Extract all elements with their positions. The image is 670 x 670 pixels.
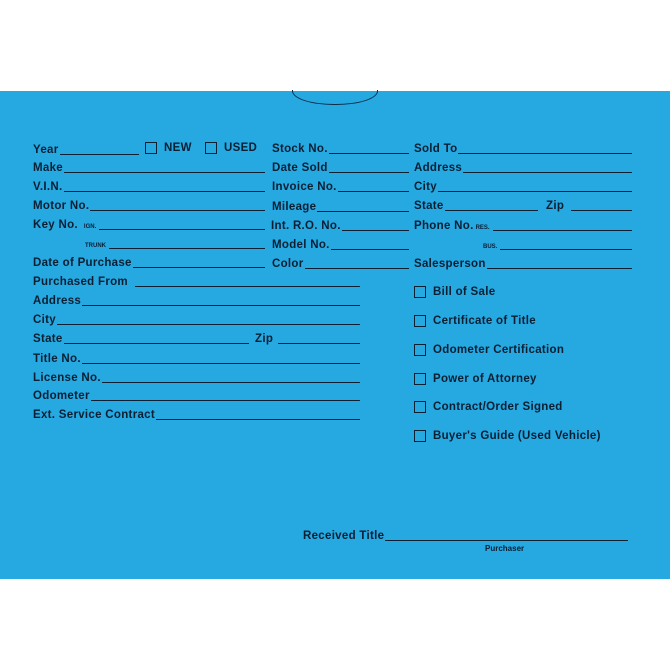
- ext-service-contract-label: Ext. Service Contract: [33, 409, 155, 421]
- buyer-address-label: Address: [414, 162, 463, 174]
- seller-zip-field[interactable]: [255, 332, 360, 345]
- buyer-city-label: City: [414, 181, 437, 193]
- stock-no-label: Stock No.: [272, 143, 328, 155]
- motor-no-line: [90, 210, 265, 211]
- phone-no-label: Phone No.: [414, 220, 474, 232]
- buyer-address-line: [463, 172, 632, 173]
- checklist-item-bill-of-sale[interactable]: [414, 286, 495, 298]
- year-label: Year: [33, 144, 59, 156]
- buyer-state-line: [445, 210, 538, 211]
- vin-field[interactable]: [33, 180, 265, 193]
- odometer-certification-checkbox[interactable]: [414, 344, 426, 356]
- invoice-no-line: [338, 191, 409, 192]
- received-title-label: Received Title: [303, 530, 385, 542]
- buyer-city-line: [438, 191, 632, 192]
- buyer-address-field[interactable]: [414, 161, 632, 174]
- salesperson-line: [487, 268, 632, 269]
- sold-to-line: [458, 153, 632, 154]
- purchased-from-field[interactable]: [33, 275, 360, 288]
- phone-res-field[interactable]: [414, 219, 632, 232]
- odometer-line: [91, 400, 360, 401]
- date-sold-line: [329, 172, 409, 173]
- salesperson-label: Salesperson: [414, 258, 486, 270]
- ext-service-contract-line: [156, 419, 360, 420]
- seller-state-label: State: [33, 333, 63, 345]
- checklist-item-odometer-certification[interactable]: [414, 344, 564, 356]
- deal-jacket-form: [0, 91, 670, 579]
- certificate-of-title-checkbox[interactable]: [414, 315, 426, 327]
- seller-state-field[interactable]: [33, 332, 249, 345]
- checklist-item-buyers-guide[interactable]: [414, 430, 601, 442]
- license-no-label: License No.: [33, 372, 101, 384]
- buyers-guide-label: Buyer's Guide (Used Vehicle): [433, 430, 601, 442]
- invoice-no-field[interactable]: [272, 180, 409, 193]
- bus-label: BUS.: [483, 244, 498, 250]
- mileage-field[interactable]: [272, 200, 409, 213]
- buyer-state-field[interactable]: [414, 199, 538, 212]
- mileage-line: [317, 211, 409, 212]
- trunk-label: TRUNK: [85, 243, 106, 249]
- ext-service-contract-field[interactable]: [33, 408, 360, 421]
- buyer-zip-label: Zip: [546, 200, 565, 212]
- buyer-zip-line: [571, 210, 632, 211]
- purchaser-caption: Purchaser: [485, 544, 525, 553]
- motor-no-field[interactable]: [33, 199, 265, 212]
- license-no-field[interactable]: [33, 371, 360, 384]
- model-no-field[interactable]: [272, 238, 409, 251]
- res-label: RES.: [475, 225, 490, 231]
- purchased-from-label: Purchased From: [33, 276, 128, 288]
- vin-line: [64, 191, 266, 192]
- key-no-ign-field[interactable]: [33, 218, 265, 231]
- key-no-trunk-field[interactable]: [85, 237, 265, 250]
- buyer-city-field[interactable]: [414, 180, 632, 193]
- checklist-item-contract-order-signed[interactable]: [414, 401, 563, 413]
- checklist-item-certificate-of-title[interactable]: [414, 315, 536, 327]
- odometer-label: Odometer: [33, 390, 90, 402]
- make-line: [64, 172, 265, 173]
- contract-order-signed-label: Contract/Order Signed: [433, 401, 563, 413]
- make-field[interactable]: [33, 161, 265, 174]
- salesperson-field[interactable]: [414, 257, 632, 270]
- model-no-label: Model No.: [272, 239, 330, 251]
- seller-state-line: [64, 343, 249, 344]
- res-line: [493, 230, 632, 231]
- mileage-label: Mileage: [272, 201, 317, 213]
- seller-address-field[interactable]: [33, 294, 360, 307]
- color-line: [305, 268, 409, 269]
- invoice-no-label: Invoice No.: [272, 181, 337, 193]
- buyer-state-label: State: [414, 200, 444, 212]
- seller-zip-label: Zip: [255, 333, 274, 345]
- received-title-line: [385, 540, 628, 541]
- odometer-field[interactable]: [33, 389, 360, 402]
- purchased-from-line: [135, 286, 360, 287]
- int-ro-no-line: [342, 230, 409, 231]
- certificate-of-title-label: Certificate of Title: [433, 315, 536, 327]
- model-no-line: [331, 249, 409, 250]
- used-label: USED: [224, 142, 258, 154]
- int-ro-no-field[interactable]: [271, 219, 409, 232]
- bus-line: [500, 249, 632, 250]
- license-no-line: [102, 382, 360, 383]
- date-of-purchase-label: Date of Purchase: [33, 257, 132, 269]
- sold-to-field[interactable]: [414, 142, 632, 155]
- date-of-purchase-field[interactable]: [33, 256, 265, 269]
- sold-to-label: Sold To: [414, 143, 458, 155]
- envelope-flap: [292, 90, 378, 105]
- make-label: Make: [33, 162, 63, 174]
- seller-address-label: Address: [33, 295, 82, 307]
- used-box[interactable]: [205, 142, 217, 154]
- year-field[interactable]: [33, 143, 139, 156]
- title-no-field[interactable]: [33, 352, 360, 365]
- vin-label: V.I.N.: [33, 181, 63, 193]
- odometer-certification-label: Odometer Certification: [433, 344, 565, 356]
- power-of-attorney-checkbox[interactable]: [414, 373, 426, 385]
- phone-bus-field[interactable]: [483, 238, 632, 251]
- year-line: [60, 154, 139, 155]
- stock-no-field[interactable]: [272, 142, 409, 155]
- trunk-line: [109, 248, 265, 249]
- int-ro-no-label: Int. R.O. No.: [271, 220, 341, 232]
- received-title-field[interactable]: [303, 529, 628, 542]
- new-checkbox[interactable]: [145, 142, 192, 154]
- new-label: NEW: [164, 142, 192, 154]
- date-of-purchase-line: [133, 267, 265, 268]
- bill-of-sale-label: Bill of Sale: [433, 286, 496, 298]
- seller-zip-line: [278, 343, 360, 344]
- checklist-item-power-of-attorney[interactable]: [414, 373, 537, 385]
- title-no-label: Title No.: [33, 353, 81, 365]
- buyer-zip-field[interactable]: [546, 199, 632, 212]
- color-label: Color: [272, 258, 304, 270]
- seller-city-label: City: [33, 314, 56, 326]
- stock-no-line: [329, 153, 409, 154]
- buyers-guide-checkbox[interactable]: [414, 430, 426, 442]
- power-of-attorney-label: Power of Attorney: [433, 373, 537, 385]
- new-box[interactable]: [145, 142, 157, 154]
- title-no-line: [82, 363, 360, 364]
- seller-city-line: [57, 324, 360, 325]
- date-sold-label: Date Sold: [272, 162, 328, 174]
- motor-no-label: Motor No.: [33, 200, 90, 212]
- date-sold-field[interactable]: [272, 161, 409, 174]
- key-no-label: Key No.: [33, 219, 78, 231]
- contract-order-signed-checkbox[interactable]: [414, 401, 426, 413]
- ign-label: IGN.: [83, 224, 97, 230]
- used-checkbox[interactable]: [205, 142, 257, 154]
- seller-address-line: [82, 305, 360, 306]
- color-field[interactable]: [272, 257, 409, 270]
- bill-of-sale-checkbox[interactable]: [414, 286, 426, 298]
- ign-line: [99, 229, 265, 230]
- seller-city-field[interactable]: [33, 313, 360, 326]
